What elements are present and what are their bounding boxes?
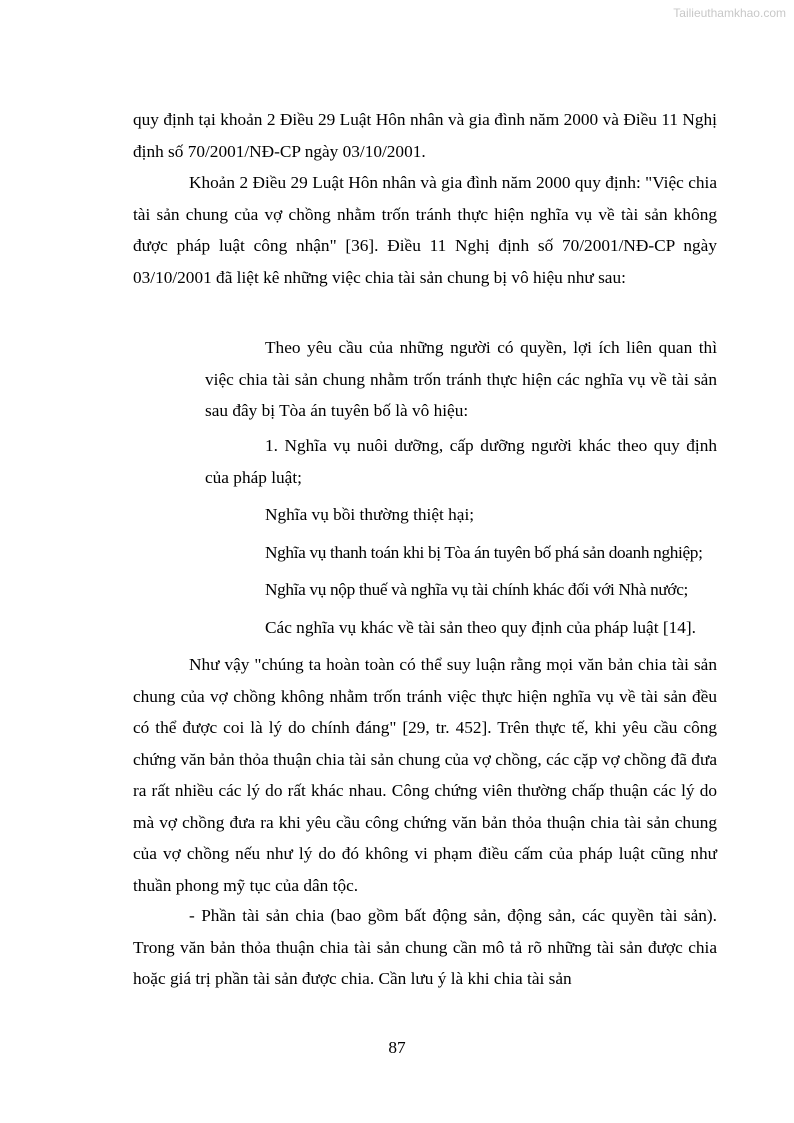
quote-item-3: Nghĩa vụ thanh toán khi bị Tòa án tuyên bố phá sản doanh nghiệp; (265, 543, 703, 562)
quote-item-1: 1. Nghĩa vụ nuôi dưỡng, cấp dưỡng người khác theo quy định của pháp luật; (205, 436, 717, 487)
quote-item-5: Các nghĩa vụ khác về tài sản theo quy định của pháp luật [14]. (265, 618, 696, 637)
watermark-text: Tailieuthamkhao.com (673, 6, 786, 20)
quote-intro: Theo yêu cầu của những người có quyền, lợi ích liên quan thì việc chia tài sản chung nhằm trốn tránh thực hiện các nghĩa vụ về tài sản sau đây bị Tòa án tuyên bố là vô hiệu: (205, 338, 717, 420)
paragraph-article-29: Khoản 2 Điều 29 Luật Hôn nhân và gia đình năm 2000 quy định: "Việc chia tài sản chung của vợ chồng nhằm trốn tránh thực hiện nghĩa vụ về tài sản không được pháp luật công nhận" [36]. Điều 11 Nghị định số 70/2001/NĐ-CP ngày 03/10/2001 đã liệt kê những việc chia tài sản chung bị vô hiệu như sau: (133, 173, 717, 287)
paragraph-asset-division: - Phần tài sản chia (bao gồm bất động sản, động sản, các quyền tài sản). Trong văn bản thỏa thuận chia tài sản chung cần mô tả rõ những tài sản được chia hoặc giá trị phần tài sản được chia. Cần lưu ý là khi chia tài sản (133, 906, 717, 988)
quote-item-2: Nghĩa vụ bồi thường thiệt hại; (265, 505, 475, 524)
paragraph-continuation: quy định tại khoản 2 Điều 29 Luật Hôn nhân và gia đình năm 2000 và Điều 11 Nghị định số 70/2001/NĐ-CP ngày 03/10/2001. (133, 110, 717, 161)
quote-item-4: Nghĩa vụ nộp thuế và nghĩa vụ tài chính khác đối với Nhà nước; (265, 580, 688, 599)
page-number: 87 (388, 1038, 406, 1057)
paragraph-inference: Như vậy "chúng ta hoàn toàn có thể suy luận rằng mọi văn bản chia tài sản chung của vợ chồng không nhằm trốn tránh việc thực hiện nghĩa vụ về tài sản đều có thể được coi là lý do chính đáng" [29, tr. 452]. Trên thực tế, khi yêu cầu công chứng văn bản thỏa thuận chia tài sản chung của vợ chồng, các cặp vợ chồng đã đưa ra rất nhiều các lý do rất khác nhau. Công chứng viên thường chấp thuận các lý do mà vợ chồng đưa ra khi yêu cầu công chứng văn bản thỏa thuận chia tài sản chung của vợ chồng nếu như lý do đó không vi phạm điều cấm của pháp luật cũng như thuần phong mỹ tục của dân tộc. (133, 655, 717, 895)
